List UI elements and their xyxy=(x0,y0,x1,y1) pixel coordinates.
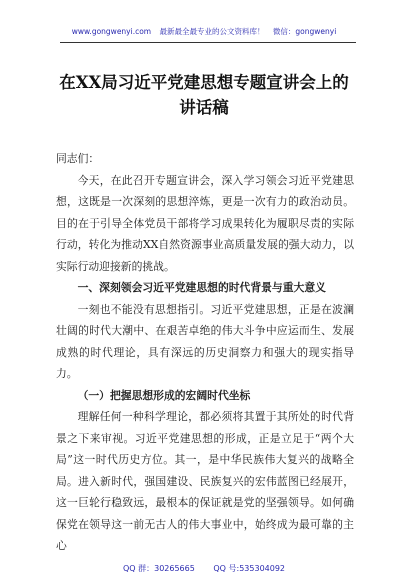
header-url[interactable]: www.gongwenyi.com xyxy=(71,27,152,36)
section-heading-1: 一、深刻领会习近平党建思想的时代背景与重大意义 xyxy=(77,281,326,294)
footer-qq-group: QQ 群：30265665 xyxy=(122,564,195,573)
title-line-2: 讲话稿 xyxy=(179,98,229,117)
page-header xyxy=(0,26,408,37)
header-wechat: 微信：gongwenyi xyxy=(272,27,337,36)
header-slogan: 最新最全最专业的公文资料库！ xyxy=(159,27,265,36)
paragraph-section-1: 一刻也不能没有思想指引。习近平党建思想，正是在波澜壮阔的时代大潮中、在艰苦卓绝的伟大斗争中应运而生、发展成熟的时代理论，具有深远的历史洞察力和强大的现实指导力。 xyxy=(56,302,354,380)
title-line-1: 在XX局习近平党建思想专题宣讲会上的 xyxy=(59,73,349,92)
paragraph-intro: 今天，在此召开专题宣讲会，深入学习领会习近平党建思想，这既是一次深刻的思想淬炼，更是一次有力的政治动员。目的在于引导全体党员干部将学习成果转化为履职尽责的实际行动，转化为推动XX自然资源事业高质量发展的强大动力，以实际行动迎接新的挑战。 xyxy=(56,173,354,273)
page-footer xyxy=(0,563,408,574)
document-title xyxy=(40,70,368,120)
header-divider xyxy=(60,42,356,43)
paragraph-subsection-1: 理解任何一种科学理论，都必须将其置于其所处的时代背景之下来审视。习近平党建思想的形成，正是立足于“两个大局”这一时代历史方位。其一，是中华民族伟大复兴的战略全局。进入新时代，强国建设、民族复兴的宏伟蓝图已经展开，这一巨轮行稳致远，最根本的保证就是党的坚强领导。如何确保党在领导这一前无古人的伟大事业中，始终成为最可靠的主心 xyxy=(56,410,354,552)
document-body xyxy=(56,148,354,557)
subsection-heading-1: （一）把握思想形成的宏阔时代坐标 xyxy=(77,388,251,402)
footer-qq-number: QQ 号:535304092 xyxy=(213,564,286,573)
greeting: 同志们： xyxy=(56,152,100,165)
